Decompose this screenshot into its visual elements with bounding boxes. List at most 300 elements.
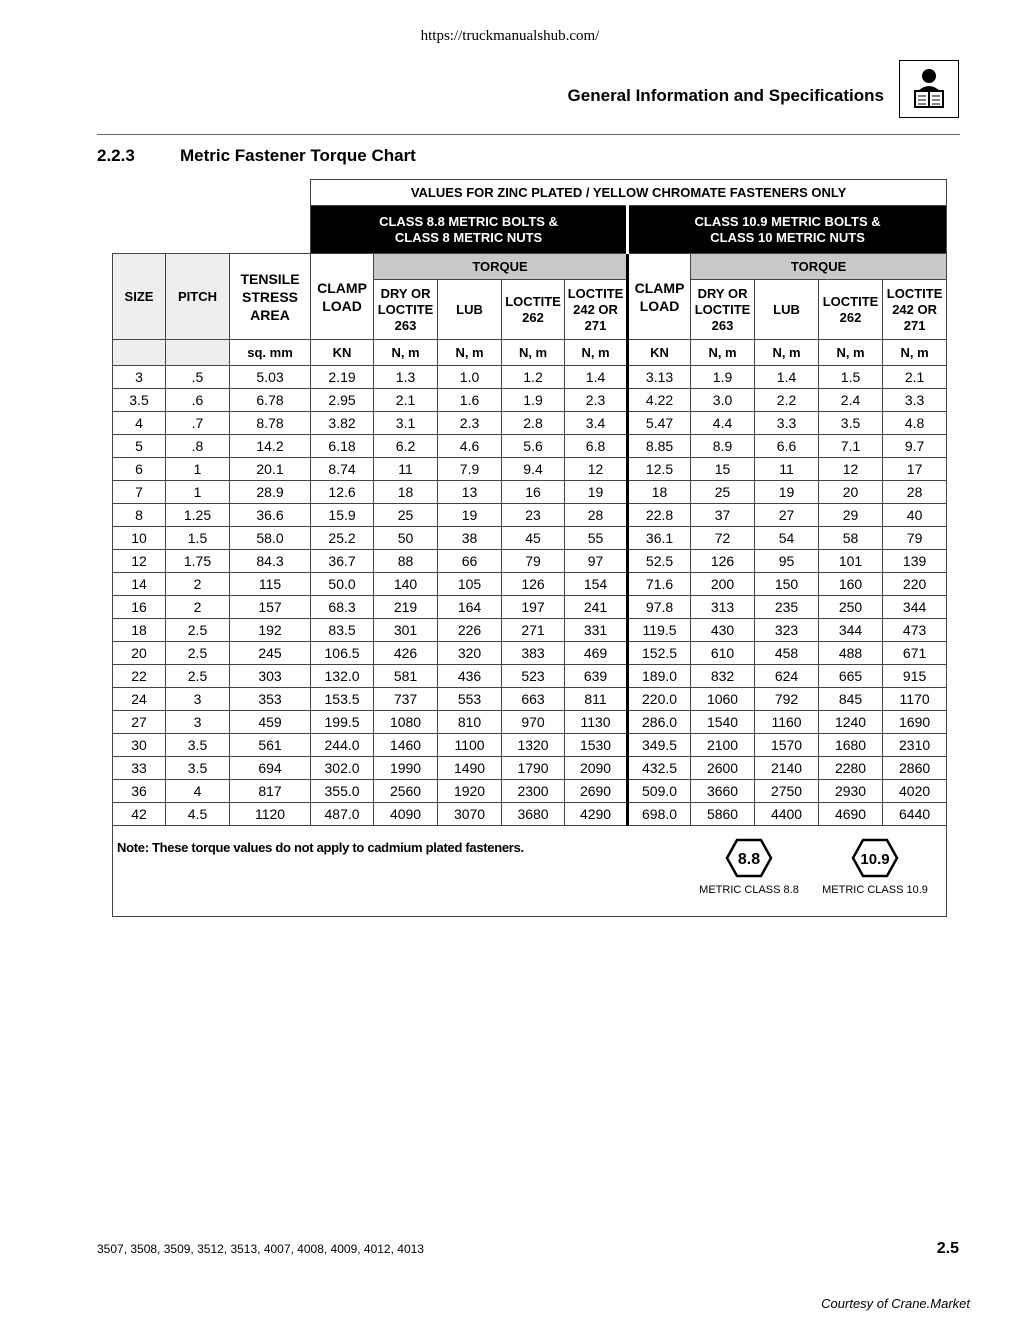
note-area	[113, 826, 947, 917]
table-cell: 663	[502, 688, 565, 711]
table-cell: 1.2	[502, 366, 565, 389]
table-cell: 6.6	[755, 435, 819, 458]
table-cell: 4020	[883, 780, 947, 803]
hex-bolt-head-10-9-icon	[851, 838, 899, 878]
table-cell: 6	[113, 458, 166, 481]
table-cell: 4.8	[883, 412, 947, 435]
table-cell: 20	[113, 642, 166, 665]
table-cell: 355.0	[311, 780, 374, 803]
table-cell: 432.5	[628, 757, 691, 780]
tensile-area-header: TENSILE STRESS AREA	[230, 254, 311, 340]
footer-model-list: 3507, 3508, 3509, 3512, 3513, 4007, 4008, 4009, 4012, 4013	[97, 1242, 424, 1256]
table-cell: 7.1	[819, 435, 883, 458]
dry-loctite-263-header-b: DRY OR LOCTITE 263	[691, 280, 755, 340]
table-cell: 1460	[374, 734, 438, 757]
loctite-242-271-header-b: LOCTITE 242 OR 271	[883, 280, 947, 340]
table-cell: 115	[230, 573, 311, 596]
table-cell: 1.3	[374, 366, 438, 389]
table-cell: 344	[819, 619, 883, 642]
table-cell: 3070	[438, 803, 502, 826]
unit-sq-mm: sq. mm	[230, 340, 311, 366]
table-cell: 8.78	[230, 412, 311, 435]
class-8-8-header: CLASS 8.8 METRIC BOLTS & CLASS 8 METRIC NUTS	[311, 206, 628, 254]
table-cell: 54	[755, 527, 819, 550]
table-cell: 3.5	[113, 389, 166, 412]
table-cell: 152.5	[628, 642, 691, 665]
table-cell: 140	[374, 573, 438, 596]
svg-text:10.9: 10.9	[860, 851, 890, 868]
table-cell: 458	[755, 642, 819, 665]
clamp-load-header-a: CLAMP LOAD	[311, 254, 374, 340]
values-banner: VALUES FOR ZINC PLATED / YELLOW CHROMATE FASTENERS ONLY	[311, 180, 947, 206]
table-cell: 1	[166, 458, 230, 481]
table-cell: 40	[883, 504, 947, 527]
table-cell: 2140	[755, 757, 819, 780]
table-cell: 509.0	[628, 780, 691, 803]
table-cell: 88	[374, 550, 438, 573]
table-cell: 36.1	[628, 527, 691, 550]
table-cell: 792	[755, 688, 819, 711]
table-cell: 2.1	[374, 389, 438, 412]
table-cell: 5860	[691, 803, 755, 826]
table-cell: 10	[113, 527, 166, 550]
table-cell: .5	[166, 366, 230, 389]
table-cell: 27	[113, 711, 166, 734]
table-cell: 7.9	[438, 458, 502, 481]
table-cell: 16	[113, 596, 166, 619]
page-url: https://truckmanualshub.com/	[420, 28, 600, 44]
table-row	[113, 688, 947, 711]
table-row	[113, 550, 947, 573]
table-cell: 25	[691, 481, 755, 504]
table-cell: 313	[691, 596, 755, 619]
table-cell: 160	[819, 573, 883, 596]
table-cell: 5.47	[628, 412, 691, 435]
table-cell: 436	[438, 665, 502, 688]
section-title: General Information and Specifications	[567, 86, 884, 105]
torque-table-body	[113, 366, 947, 826]
table-cell: 1.25	[166, 504, 230, 527]
table-cell: 36.6	[230, 504, 311, 527]
table-cell: 469	[565, 642, 628, 665]
table-cell: 1990	[374, 757, 438, 780]
table-cell: 320	[438, 642, 502, 665]
table-cell: 28.9	[230, 481, 311, 504]
table-row	[113, 596, 947, 619]
table-cell: 30	[113, 734, 166, 757]
table-cell: 2.19	[311, 366, 374, 389]
metric-class-10-9-badge: 10.9 METRIC CLASS 10.9	[805, 838, 945, 897]
table-cell: 50.0	[311, 573, 374, 596]
table-cell: 4690	[819, 803, 883, 826]
table-cell: 2090	[565, 757, 628, 780]
table-cell: 150	[755, 573, 819, 596]
table-cell: 6440	[883, 803, 947, 826]
table-cell: 19	[438, 504, 502, 527]
table-cell: 12	[113, 550, 166, 573]
table-cell: 301	[374, 619, 438, 642]
table-cell: 1240	[819, 711, 883, 734]
table-cell: 200	[691, 573, 755, 596]
table-cell: 235	[755, 596, 819, 619]
table-cell: 25.2	[311, 527, 374, 550]
table-cell: 2600	[691, 757, 755, 780]
class-10-9-header: CLASS 10.9 METRIC BOLTS & CLASS 10 METRIC NUTS	[628, 206, 947, 254]
table-cell: 4.6	[438, 435, 502, 458]
table-cell: 245	[230, 642, 311, 665]
table-cell: .6	[166, 389, 230, 412]
table-cell: 8.85	[628, 435, 691, 458]
table-cell: 1080	[374, 711, 438, 734]
table-cell: 154	[565, 573, 628, 596]
table-row	[113, 412, 947, 435]
table-cell: 4	[113, 412, 166, 435]
table-cell: 28	[883, 481, 947, 504]
size-header: SIZE	[113, 254, 166, 340]
table-row	[113, 757, 947, 780]
table-cell: 581	[374, 665, 438, 688]
table-cell: 105	[438, 573, 502, 596]
loctite-242-271-header-a: LOCTITE 242 OR 271	[565, 280, 628, 340]
table-cell: 561	[230, 734, 311, 757]
table-cell: 220.0	[628, 688, 691, 711]
table-cell: 3660	[691, 780, 755, 803]
table-cell: 430	[691, 619, 755, 642]
table-cell: 12.6	[311, 481, 374, 504]
table-cell: 2690	[565, 780, 628, 803]
table-cell: 139	[883, 550, 947, 573]
table-cell: 1.5	[819, 366, 883, 389]
table-cell: 3.5	[166, 757, 230, 780]
table-cell: 24	[113, 688, 166, 711]
table-cell: 58	[819, 527, 883, 550]
table-cell: 426	[374, 642, 438, 665]
table-cell: 28	[565, 504, 628, 527]
table-cell: 22.8	[628, 504, 691, 527]
table-cell: 286.0	[628, 711, 691, 734]
table-cell: 817	[230, 780, 311, 803]
table-cell: 220	[883, 573, 947, 596]
table-cell: 95	[755, 550, 819, 573]
table-cell: 83.5	[311, 619, 374, 642]
table-cell: 3680	[502, 803, 565, 826]
table-cell: 302.0	[311, 757, 374, 780]
table-cell: 1	[166, 481, 230, 504]
table-cell: 1160	[755, 711, 819, 734]
table-cell: 11	[755, 458, 819, 481]
table-cell: 1.4	[755, 366, 819, 389]
table-cell: 50	[374, 527, 438, 550]
table-cell: 3.5	[819, 412, 883, 435]
torque-header-b: TORQUE	[691, 254, 947, 280]
table-cell: 2.95	[311, 389, 374, 412]
table-cell: 241	[565, 596, 628, 619]
table-cell: 3.5	[166, 734, 230, 757]
table-cell: 1.9	[502, 389, 565, 412]
unit-kn-b: KN	[628, 340, 691, 366]
hex-bolt-head-8-8-icon	[725, 838, 773, 878]
table-cell: 126	[502, 573, 565, 596]
table-cell: 331	[565, 619, 628, 642]
table-cell: 3.3	[755, 412, 819, 435]
table-cell: 8	[113, 504, 166, 527]
table-cell: 17	[883, 458, 947, 481]
table-cell: 694	[230, 757, 311, 780]
table-cell: 84.3	[230, 550, 311, 573]
table-row	[113, 527, 947, 550]
table-cell: 4290	[565, 803, 628, 826]
metric-class-8-8-badge: 8.8 METRIC CLASS 8.8	[679, 838, 819, 897]
table-row	[113, 619, 947, 642]
table-cell: 4.4	[691, 412, 755, 435]
table-cell: 66	[438, 550, 502, 573]
table-cell: 737	[374, 688, 438, 711]
unit-nm: N, m	[502, 340, 565, 366]
table-cell: 45	[502, 527, 565, 550]
table-cell: 7	[113, 481, 166, 504]
table-cell: 29	[819, 504, 883, 527]
table-cell: 811	[565, 688, 628, 711]
table-row	[113, 458, 947, 481]
table-cell: 1790	[502, 757, 565, 780]
unit-nm: N, m	[565, 340, 628, 366]
table-cell: 1.75	[166, 550, 230, 573]
table-cell: 19	[565, 481, 628, 504]
loctite-262-header-b: LOCTITE 262	[819, 280, 883, 340]
table-cell: 2560	[374, 780, 438, 803]
table-row	[113, 389, 947, 412]
table-cell: 970	[502, 711, 565, 734]
table-cell: 12	[565, 458, 628, 481]
table-row	[113, 803, 947, 826]
table-cell: 3.0	[691, 389, 755, 412]
table-cell: 1060	[691, 688, 755, 711]
table-cell: 37	[691, 504, 755, 527]
table-cell: 1.0	[438, 366, 502, 389]
table-cell: 344	[883, 596, 947, 619]
table-cell: 1.4	[565, 366, 628, 389]
table-cell: 68.3	[311, 596, 374, 619]
table-cell: 487.0	[311, 803, 374, 826]
table-cell: 164	[438, 596, 502, 619]
table-cell: 4	[166, 780, 230, 803]
table-cell: 16	[502, 481, 565, 504]
lub-header-a: LUB	[438, 280, 502, 340]
table-cell: 4.5	[166, 803, 230, 826]
cadmium-note: Note: These torque values do not apply to cadmium plated fasteners.	[117, 840, 524, 855]
table-cell: 2.5	[166, 642, 230, 665]
table-cell: 199.5	[311, 711, 374, 734]
table-cell: 1690	[883, 711, 947, 734]
table-cell: 915	[883, 665, 947, 688]
table-cell: 11	[374, 458, 438, 481]
table-cell: 2300	[502, 780, 565, 803]
table-cell: 6.78	[230, 389, 311, 412]
table-cell: 698.0	[628, 803, 691, 826]
table-cell: 18	[113, 619, 166, 642]
table-cell: 33	[113, 757, 166, 780]
table-cell: 132.0	[311, 665, 374, 688]
table-cell: 25	[374, 504, 438, 527]
loctite-262-header-a: LOCTITE 262	[502, 280, 565, 340]
table-cell: 665	[819, 665, 883, 688]
table-cell: 523	[502, 665, 565, 688]
table-cell: 14	[113, 573, 166, 596]
table-cell: 473	[883, 619, 947, 642]
table-row	[113, 435, 947, 458]
table-cell: 1.5	[166, 527, 230, 550]
table-cell: 9.4	[502, 458, 565, 481]
table-cell: 13	[438, 481, 502, 504]
table-cell: 97	[565, 550, 628, 573]
table-cell: 42	[113, 803, 166, 826]
table-cell: 4400	[755, 803, 819, 826]
courtesy-credit: Courtesy of Crane.Market	[821, 1296, 970, 1311]
table-cell: 36.7	[311, 550, 374, 573]
table-cell: 323	[755, 619, 819, 642]
table-cell: 1.9	[691, 366, 755, 389]
table-cell: 192	[230, 619, 311, 642]
table-cell: 1920	[438, 780, 502, 803]
table-cell: 189.0	[628, 665, 691, 688]
table-cell: 72	[691, 527, 755, 550]
table-cell: 5.03	[230, 366, 311, 389]
table-cell: 671	[883, 642, 947, 665]
table-row	[113, 366, 947, 389]
table-cell: 79	[883, 527, 947, 550]
table-cell: 157	[230, 596, 311, 619]
table-cell: 3	[113, 366, 166, 389]
table-cell: 845	[819, 688, 883, 711]
table-cell: 153.5	[311, 688, 374, 711]
table-cell: 1130	[565, 711, 628, 734]
table-cell: 2.1	[883, 366, 947, 389]
heading-title: Metric Fastener Torque Chart	[180, 146, 416, 165]
table-cell: 18	[374, 481, 438, 504]
table-cell: 2	[166, 573, 230, 596]
torque-header-a: TORQUE	[374, 254, 628, 280]
table-cell: 250	[819, 596, 883, 619]
table-cell: 244.0	[311, 734, 374, 757]
table-row	[113, 481, 947, 504]
table-cell: 9.7	[883, 435, 947, 458]
table-cell: 1540	[691, 711, 755, 734]
table-row	[113, 665, 947, 688]
table-cell: 2860	[883, 757, 947, 780]
chart-heading	[97, 146, 416, 166]
table-cell: 810	[438, 711, 502, 734]
table-cell: 353	[230, 688, 311, 711]
reading-manual-icon	[899, 60, 959, 118]
table-cell: 119.5	[628, 619, 691, 642]
page-number: 2.5	[936, 1240, 959, 1257]
table-cell: 610	[691, 642, 755, 665]
table-cell: 2.4	[819, 389, 883, 412]
table-cell: 5.6	[502, 435, 565, 458]
table-cell: 4090	[374, 803, 438, 826]
table-cell: 14.2	[230, 435, 311, 458]
table-cell: 36	[113, 780, 166, 803]
table-cell: 2	[166, 596, 230, 619]
table-cell: 2.5	[166, 619, 230, 642]
table-cell: 5	[113, 435, 166, 458]
table-cell: 6.18	[311, 435, 374, 458]
table-cell: 3.1	[374, 412, 438, 435]
table-cell: 1120	[230, 803, 311, 826]
table-cell: 52.5	[628, 550, 691, 573]
table-cell: 2310	[883, 734, 947, 757]
table-cell: 2280	[819, 757, 883, 780]
table-cell: 1320	[502, 734, 565, 757]
table-row	[113, 504, 947, 527]
table-cell: 349.5	[628, 734, 691, 757]
header-rule	[97, 134, 960, 135]
table-cell: 1100	[438, 734, 502, 757]
table-cell: 12.5	[628, 458, 691, 481]
table-cell: 639	[565, 665, 628, 688]
unit-nm: N, m	[374, 340, 438, 366]
unit-kn-a: KN	[311, 340, 374, 366]
table-cell: 2.8	[502, 412, 565, 435]
table-cell: 2.5	[166, 665, 230, 688]
table-cell: 3	[166, 688, 230, 711]
table-cell: 4.22	[628, 389, 691, 412]
unit-nm: N, m	[438, 340, 502, 366]
table-cell: 3.4	[565, 412, 628, 435]
table-cell: 22	[113, 665, 166, 688]
table-cell: 15.9	[311, 504, 374, 527]
table-row	[113, 711, 947, 734]
table-cell: 271	[502, 619, 565, 642]
table-cell: 97.8	[628, 596, 691, 619]
table-row	[113, 573, 947, 596]
table-cell: 101	[819, 550, 883, 573]
table-cell: 197	[502, 596, 565, 619]
table-cell: 79	[502, 550, 565, 573]
table-cell: 106.5	[311, 642, 374, 665]
table-cell: 23	[502, 504, 565, 527]
heading-number: 2.2.3	[97, 146, 135, 165]
table-cell: 19	[755, 481, 819, 504]
table-cell: 832	[691, 665, 755, 688]
table-cell: 2.3	[565, 389, 628, 412]
table-cell: 459	[230, 711, 311, 734]
table-cell: 3.13	[628, 366, 691, 389]
table-cell: 3.3	[883, 389, 947, 412]
table-cell: 383	[502, 642, 565, 665]
table-cell: 3	[166, 711, 230, 734]
unit-nm: N, m	[691, 340, 755, 366]
svg-text:8.8: 8.8	[737, 851, 761, 868]
table-cell: 3.82	[311, 412, 374, 435]
table-cell: 2100	[691, 734, 755, 757]
table-cell: 1.6	[438, 389, 502, 412]
table-cell: 1530	[565, 734, 628, 757]
pitch-header: PITCH	[166, 254, 230, 340]
table-cell: 226	[438, 619, 502, 642]
table-cell: 553	[438, 688, 502, 711]
table-cell: 2.3	[438, 412, 502, 435]
table-cell: 20.1	[230, 458, 311, 481]
table-cell: 6.8	[565, 435, 628, 458]
table-row	[113, 780, 947, 803]
table-cell: 1680	[819, 734, 883, 757]
table-cell: 58.0	[230, 527, 311, 550]
table-cell: 27	[755, 504, 819, 527]
table-cell: 219	[374, 596, 438, 619]
table-cell: 12	[819, 458, 883, 481]
table-cell: 8.9	[691, 435, 755, 458]
